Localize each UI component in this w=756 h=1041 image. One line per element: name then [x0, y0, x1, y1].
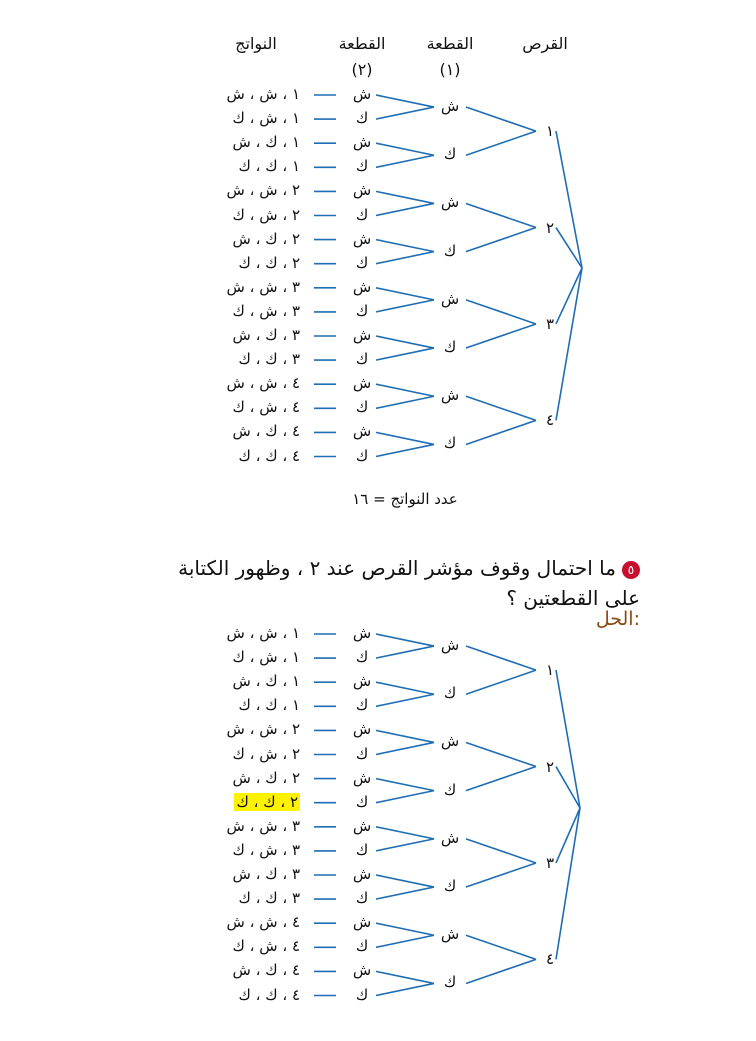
- coin1-to-coin2: [376, 252, 434, 264]
- coin2-tails-node: ك: [355, 253, 369, 272]
- coin1-to-coin2: [376, 444, 434, 456]
- coin1-to-coin2: [376, 240, 434, 252]
- coin2-heads-node: ش: [352, 374, 372, 393]
- highlighted-outcome: ٢ ، ك ، ك: [236, 792, 298, 811]
- coin1-to-coin2: [376, 384, 434, 396]
- outcome-item: ٢ ، ك ، ش: [232, 229, 300, 248]
- disk-to-coin1: [466, 935, 536, 959]
- disk-node-3: ٣: [545, 853, 555, 872]
- coin1-to-coin2: [376, 935, 434, 947]
- disk-to-coin1: [466, 203, 536, 227]
- outcome-item: ٣ ، ك ، ش: [232, 326, 300, 344]
- coin1-to-coin2: [376, 983, 434, 995]
- coin1-tails-node: ك: [443, 780, 457, 799]
- coin2-heads-node: ش: [352, 326, 372, 344]
- coin1-to-coin2: [376, 923, 434, 935]
- coin2-heads-node: ش: [352, 85, 372, 103]
- disk-to-coin1: [466, 396, 536, 420]
- outcome-item: ٤ ، ش ، ك: [232, 937, 300, 956]
- coin2-heads-node: ش: [352, 816, 372, 835]
- coin1-to-coin2: [376, 730, 434, 742]
- coin1-to-coin2: [376, 887, 434, 899]
- coin1-heads-node: ش: [440, 97, 460, 116]
- coin2-tails-node: ك: [355, 985, 369, 1004]
- coin2-tails-node: ك: [355, 889, 369, 908]
- header-outcomes: النواتج: [235, 34, 277, 53]
- coin1-to-coin2: [376, 191, 434, 203]
- coin2-tails-node: ك: [355, 301, 369, 320]
- outcome-item: ٣ ، ك ، ك: [238, 889, 300, 908]
- coin1-to-coin2: [376, 396, 434, 408]
- disk-to-coin1: [466, 742, 536, 766]
- coin2-tails-node: ك: [355, 446, 369, 465]
- disk-to-coin1: [466, 863, 536, 887]
- coin1-to-coin2: [376, 742, 434, 754]
- coin2-heads-node: ش: [352, 672, 372, 691]
- header-coin1-number: (١): [439, 60, 461, 79]
- outcome-item: ٣ ، ش ، ك: [232, 840, 300, 859]
- header-coin2: القطعة: [338, 34, 386, 53]
- coin1-tails-node: ك: [443, 684, 457, 703]
- outcome-item: ٤ ، ش ، ك: [232, 398, 300, 417]
- coin2-heads-node: ش: [352, 422, 372, 441]
- question-line-1: ما احتمال وقوف مؤشر القرص عند ٢ ، وظهور الكتابة: [178, 556, 616, 580]
- coin2-tails-node: ك: [355, 398, 369, 417]
- coin1-to-coin2: [376, 646, 434, 658]
- outcome-item: ٢ ، ش ، ش: [226, 720, 300, 739]
- coin2-tails-node: ك: [355, 744, 369, 763]
- coin1-to-coin2: [376, 348, 434, 360]
- outcome-item: [190, 793, 300, 811]
- disk-node-4: ٤: [545, 950, 555, 969]
- coin1-tails-node: ك: [443, 241, 457, 260]
- root-to-disk-4: [556, 268, 582, 420]
- coin1-to-coin2: [376, 107, 434, 119]
- coin2-tails-node: ك: [355, 350, 369, 369]
- disk-node-1: ١: [545, 122, 555, 141]
- coin2-tails-node: ك: [355, 792, 369, 811]
- outcome-item: ١ ، ك ، ش: [232, 672, 300, 691]
- disk-to-coin1: [466, 767, 536, 791]
- disk-to-coin1: [466, 228, 536, 252]
- coin1-to-coin2: [376, 839, 434, 851]
- disk-to-coin1: [466, 300, 536, 324]
- outcome-item: ٤ ، ك ، ش: [232, 961, 300, 980]
- question: [130, 553, 640, 613]
- question-line-2: على القطعتين ؟: [506, 586, 640, 610]
- coin2-heads-node: ش: [352, 865, 372, 883]
- disk-to-coin1: [466, 324, 536, 348]
- coin1-tails-node: ك: [443, 338, 457, 357]
- coin1-tails-node: ك: [443, 434, 457, 453]
- outcome-item: ٣ ، ك ، ك: [238, 350, 300, 369]
- coin2-heads-node: ش: [352, 133, 372, 152]
- outcome-count: عدد النواتج = ١٦: [352, 490, 458, 508]
- coin1-tails-node: ك: [443, 145, 457, 164]
- coin1-tails-node: ك: [443, 973, 457, 992]
- outcome-item: ٢ ، ك ، ك: [238, 253, 300, 272]
- coin1-to-coin2: [376, 971, 434, 983]
- outcome-item: ٢ ، ش ، ك: [232, 744, 300, 763]
- coin1-to-coin2: [376, 288, 434, 300]
- question-number-badge: ٥: [622, 561, 640, 579]
- outcome-item: ٢ ، ش ، ش: [226, 181, 300, 200]
- outcome-item: ٤ ، ك ، ك: [238, 985, 300, 1004]
- outcome-item: ٤ ، ش ، ش: [226, 374, 300, 393]
- coin1-to-coin2: [376, 432, 434, 444]
- coin1-to-coin2: [376, 336, 434, 348]
- coin1-to-coin2: [376, 779, 434, 791]
- disk-to-coin1: [466, 646, 536, 670]
- coin2-heads-node: ش: [352, 624, 372, 642]
- coin1-to-coin2: [376, 694, 434, 706]
- coin2-heads-node: ش: [352, 181, 372, 200]
- coin2-heads-node: ش: [352, 277, 372, 296]
- disk-to-coin1: [466, 131, 536, 155]
- header-coin1: القطعة: [426, 34, 474, 53]
- disk-to-coin1: [466, 839, 536, 863]
- coin2-heads-node: ش: [352, 961, 372, 980]
- coin2-tails-node: ك: [355, 696, 369, 715]
- outcome-item: ١ ، ك ، ك: [238, 157, 300, 176]
- coin1-heads-node: ش: [440, 732, 460, 751]
- outcome-item: ٣ ، ش ، ش: [226, 816, 300, 835]
- outcome-item: ١ ، ك ، ش: [232, 133, 300, 152]
- disk-node-4: ٤: [545, 411, 555, 430]
- coin1-to-coin2: [376, 300, 434, 312]
- disk-to-coin1: [466, 959, 536, 983]
- coin1-to-coin2: [376, 95, 434, 107]
- disk-node-3: ٣: [545, 314, 555, 333]
- coin1-tails-node: ك: [443, 877, 457, 896]
- header-disk: القرص: [522, 34, 568, 53]
- coin1-to-coin2: [376, 875, 434, 887]
- coin2-heads-node: ش: [352, 768, 372, 787]
- coin1-to-coin2: [376, 155, 434, 167]
- outcome-item: ١ ، ك ، ك: [238, 696, 300, 715]
- outcome-item: ١ ، ش ، ك: [232, 109, 300, 128]
- outcome-item: ٣ ، ش ، ش: [226, 277, 300, 296]
- outcome-item: ٤ ، ك ، ش: [232, 422, 300, 441]
- coin1-heads-node: ش: [440, 828, 460, 847]
- disk-to-coin1: [466, 107, 536, 131]
- coin2-tails-node: ك: [355, 648, 369, 667]
- solution-label: الحل:: [595, 608, 640, 630]
- disk-node-1: ١: [545, 661, 555, 680]
- coin2-heads-node: ش: [352, 229, 372, 248]
- coin1-to-coin2: [376, 791, 434, 803]
- outcome-item: ١ ، ش ، ش: [226, 624, 300, 642]
- coin2-tails-node: ك: [355, 109, 369, 128]
- coin2-tails-node: ك: [355, 157, 369, 176]
- coin1-to-coin2: [376, 682, 434, 694]
- coin1-heads-node: ش: [440, 193, 460, 212]
- disk-node-2: ٢: [545, 757, 555, 776]
- coin2-tails-node: ك: [355, 205, 369, 224]
- coin1-heads-node: ش: [440, 289, 460, 308]
- outcome-item: ١ ، ش ، ش: [226, 85, 300, 103]
- outcome-item: ٣ ، ك ، ش: [232, 865, 300, 883]
- disk-to-coin1: [466, 670, 536, 694]
- coin2-tails-node: ك: [355, 840, 369, 859]
- outcome-item: ٢ ، ك ، ش: [232, 768, 300, 787]
- outcome-item: ٤ ، ش ، ش: [226, 913, 300, 932]
- outcome-item: ٤ ، ك ، ك: [238, 446, 300, 465]
- coin2-heads-node: ش: [352, 720, 372, 739]
- outcome-item: ٢ ، ش ، ك: [232, 205, 300, 224]
- coin1-to-coin2: [376, 827, 434, 839]
- coin1-heads-node: ش: [440, 636, 460, 655]
- root-to-disk-4: [556, 808, 580, 959]
- disk-node-2: ٢: [545, 218, 555, 237]
- outcome-item: ٣ ، ش ، ك: [232, 301, 300, 320]
- coin1-to-coin2: [376, 203, 434, 215]
- disk-to-coin1: [466, 420, 536, 444]
- coin1-heads-node: ش: [440, 925, 460, 944]
- coin2-heads-node: ش: [352, 913, 372, 932]
- coin1-to-coin2: [376, 143, 434, 155]
- coin2-tails-node: ك: [355, 937, 369, 956]
- coin1-heads-node: ش: [440, 386, 460, 405]
- outcome-item: ١ ، ش ، ك: [232, 648, 300, 667]
- header-coin2-number: (٢): [351, 60, 373, 79]
- coin1-to-coin2: [376, 634, 434, 646]
